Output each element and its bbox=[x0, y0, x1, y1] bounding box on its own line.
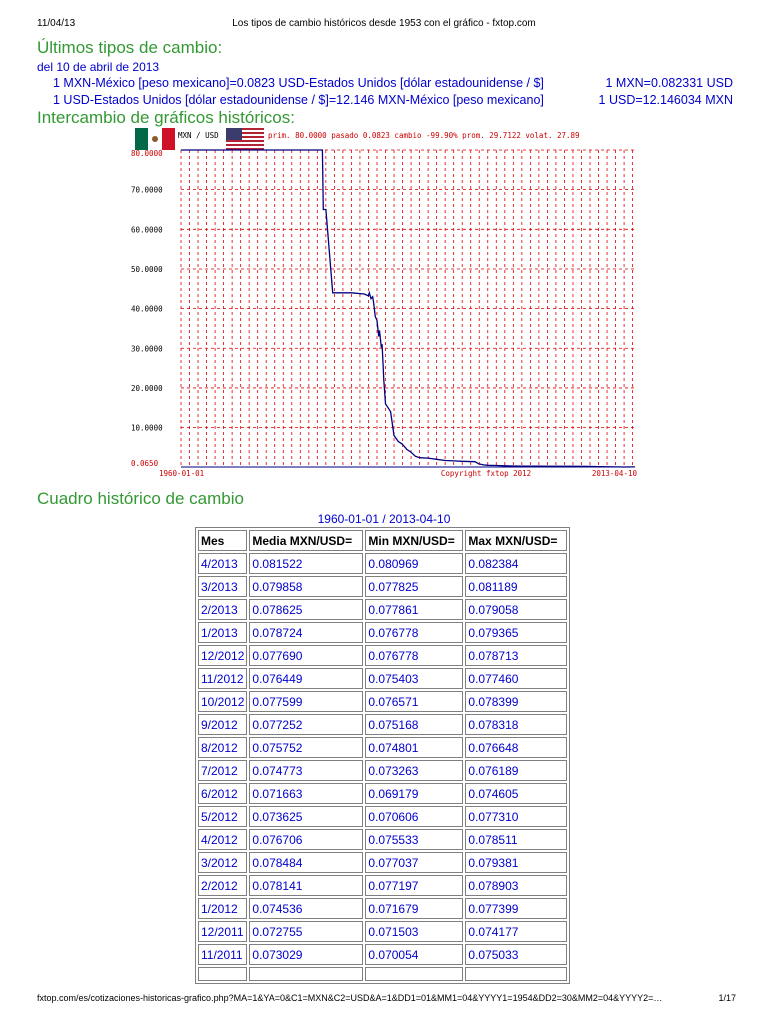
chart-copyright: Copyright fxtop 2012 bbox=[440, 469, 532, 478]
col-header-avg: Media MXN/USD= bbox=[249, 530, 363, 551]
y-tick-label: 20.0000 bbox=[131, 383, 163, 393]
cell-max: 0.077310 bbox=[465, 806, 567, 827]
table-row bbox=[198, 760, 567, 781]
cell-month: 12/2012 bbox=[198, 645, 247, 666]
cell-min: 0.075403 bbox=[365, 668, 463, 689]
cell-max: 0.078903 bbox=[465, 875, 567, 896]
cell-min: 0.074801 bbox=[365, 737, 463, 758]
cell-month: 1/2013 bbox=[198, 622, 247, 643]
print-date: 11/04/13 bbox=[37, 18, 76, 29]
rate-mxn-usd-long: 1 MXN-México [peso mexicano]=0.0823 USD-Estados Unidos [dólar estadounidense / $] bbox=[53, 76, 544, 90]
table-date-range: 1960-01-01 / 2013-04-10 bbox=[317, 512, 451, 526]
empty-cell bbox=[465, 967, 567, 981]
cell-min: 0.076778 bbox=[365, 645, 463, 666]
col-header-min: Min MXN/USD= bbox=[365, 530, 463, 551]
cell-max: 0.079058 bbox=[465, 599, 567, 620]
cell-avg: 0.075752 bbox=[249, 737, 363, 758]
cell-min: 0.069179 bbox=[365, 783, 463, 804]
cell-avg: 0.073029 bbox=[249, 944, 363, 965]
cell-max: 0.078511 bbox=[465, 829, 567, 850]
latest-rates-date: del 10 de abril de 2013 bbox=[37, 60, 160, 74]
cell-month: 10/2012 bbox=[198, 691, 247, 712]
y-tick-label: 50.0000 bbox=[131, 264, 163, 274]
cell-min: 0.077825 bbox=[365, 576, 463, 597]
y-tick-label: 70.0000 bbox=[131, 185, 163, 195]
cell-min: 0.071503 bbox=[365, 921, 463, 942]
cell-month: 11/2011 bbox=[198, 944, 247, 965]
cell-avg: 0.074536 bbox=[249, 898, 363, 919]
historical-rates-table bbox=[195, 527, 570, 984]
cell-max: 0.082384 bbox=[465, 553, 567, 574]
cell-month: 2/2012 bbox=[198, 875, 247, 896]
cell-min: 0.076571 bbox=[365, 691, 463, 712]
cell-month: 8/2012 bbox=[198, 737, 247, 758]
x-end-label: 2013-04-10 bbox=[591, 469, 637, 478]
cell-avg: 0.076449 bbox=[249, 668, 363, 689]
cell-max: 0.078713 bbox=[465, 645, 567, 666]
cell-avg: 0.076706 bbox=[249, 829, 363, 850]
chart-heading: Intercambio de gráficos históricos: bbox=[37, 108, 295, 127]
cell-max: 0.074177 bbox=[465, 921, 567, 942]
cell-month: 2/2013 bbox=[198, 599, 247, 620]
cell-min: 0.070054 bbox=[365, 944, 463, 965]
cell-avg: 0.071663 bbox=[249, 783, 363, 804]
rate-mxn-usd-short: 1 MXN=0.082331 USD bbox=[605, 76, 733, 90]
table-row bbox=[198, 829, 567, 850]
chart-grid bbox=[181, 150, 635, 467]
col-header-max: Max MXN/USD= bbox=[465, 530, 567, 551]
y-tick-label: 60.0000 bbox=[131, 225, 163, 235]
cell-max: 0.081189 bbox=[465, 576, 567, 597]
footer-url: fxtop.com/es/cotizaciones-historicas-grafico.php?MA=1&YA=0&C1=MXN&C2=USD&A=1&DD1=01&MM1=04&YYYY1=1954&DD2=30&MM2=04&YYYY2=… bbox=[37, 993, 663, 1003]
table-row bbox=[198, 783, 567, 804]
cell-avg: 0.077690 bbox=[249, 645, 363, 666]
table-row bbox=[198, 714, 567, 735]
cell-min: 0.076778 bbox=[365, 622, 463, 643]
cell-min: 0.077861 bbox=[365, 599, 463, 620]
y-tick-label: 40.0000 bbox=[131, 304, 163, 314]
rate-usd-mxn-long: 1 USD-Estados Unidos [dólar estadounidense / $]=12.146 MXN-México [peso mexicano] bbox=[53, 93, 544, 107]
cell-avg: 0.074773 bbox=[249, 760, 363, 781]
cell-month: 9/2012 bbox=[198, 714, 247, 735]
x-start-label: 1960-01-01 bbox=[159, 469, 205, 478]
table-row bbox=[198, 944, 567, 965]
y-axis-ticks bbox=[131, 149, 163, 468]
cell-avg: 0.078625 bbox=[249, 599, 363, 620]
empty-cell bbox=[249, 967, 363, 981]
rate-row-usd-mxn bbox=[53, 93, 733, 107]
table-row bbox=[198, 737, 567, 758]
cell-avg: 0.078484 bbox=[249, 852, 363, 873]
cell-max: 0.078318 bbox=[465, 714, 567, 735]
cell-max: 0.074605 bbox=[465, 783, 567, 804]
table-row bbox=[198, 806, 567, 827]
cell-max: 0.077460 bbox=[465, 668, 567, 689]
y-tick-label: 80.0000 bbox=[131, 149, 163, 158]
rate-usd-mxn-short: 1 USD=12.146034 MXN bbox=[598, 93, 733, 107]
cell-month: 3/2013 bbox=[198, 576, 247, 597]
footer-page-number: 1/17 bbox=[718, 993, 736, 1003]
latest-rates-heading: Últimos tipos de cambio: bbox=[37, 38, 223, 57]
cell-max: 0.076189 bbox=[465, 760, 567, 781]
pair-label: MXN / USD bbox=[178, 131, 219, 140]
cell-min: 0.077037 bbox=[365, 852, 463, 873]
cell-month: 3/2012 bbox=[198, 852, 247, 873]
y-tick-label: 10.0000 bbox=[131, 423, 163, 433]
chart-stats: prim. 80.0000 pasado 0.0823 cambio -99.90% prom. 29.7122 volat. 27.89 bbox=[268, 131, 580, 140]
cell-month: 12/2011 bbox=[198, 921, 247, 942]
cell-month: 11/2012 bbox=[198, 668, 247, 689]
print-page-title: Los tipos de cambio históricos desde 1953 con el gráfico - fxtop.com bbox=[232, 18, 536, 29]
table-row bbox=[198, 668, 567, 689]
cell-avg: 0.072755 bbox=[249, 921, 363, 942]
cell-avg: 0.081522 bbox=[249, 553, 363, 574]
cell-month: 4/2013 bbox=[198, 553, 247, 574]
cell-min: 0.077197 bbox=[365, 875, 463, 896]
cell-max: 0.076648 bbox=[465, 737, 567, 758]
table-row bbox=[198, 852, 567, 873]
table-heading: Cuadro histórico de cambio bbox=[37, 489, 244, 508]
cell-min: 0.070606 bbox=[365, 806, 463, 827]
cell-min: 0.080969 bbox=[365, 553, 463, 574]
cell-avg: 0.078141 bbox=[249, 875, 363, 896]
table-row bbox=[198, 691, 567, 712]
cell-month: 1/2012 bbox=[198, 898, 247, 919]
col-header-month: Mes bbox=[198, 530, 247, 551]
cell-avg: 0.073625 bbox=[249, 806, 363, 827]
cell-month: 7/2012 bbox=[198, 760, 247, 781]
cell-min: 0.073263 bbox=[365, 760, 463, 781]
table-row bbox=[198, 875, 567, 896]
rate-row-mxn-usd bbox=[53, 76, 733, 90]
cell-max: 0.079365 bbox=[465, 622, 567, 643]
cell-max: 0.075033 bbox=[465, 944, 567, 965]
mexico-flag-icon bbox=[135, 128, 175, 150]
cell-min: 0.075533 bbox=[365, 829, 463, 850]
table-row bbox=[198, 576, 567, 597]
cell-avg: 0.077252 bbox=[249, 714, 363, 735]
table-row bbox=[198, 599, 567, 620]
cell-min: 0.071679 bbox=[365, 898, 463, 919]
table-row bbox=[198, 921, 567, 942]
table-row bbox=[198, 898, 567, 919]
cell-avg: 0.077599 bbox=[249, 691, 363, 712]
y-tick-label: 30.0000 bbox=[131, 344, 163, 354]
empty-cell bbox=[198, 967, 247, 981]
cell-avg: 0.078724 bbox=[249, 622, 363, 643]
cell-max: 0.078399 bbox=[465, 691, 567, 712]
cell-min: 0.075168 bbox=[365, 714, 463, 735]
exchange-rate-chart bbox=[128, 126, 640, 484]
table-row bbox=[198, 622, 567, 643]
cell-max: 0.079381 bbox=[465, 852, 567, 873]
cell-month: 4/2012 bbox=[198, 829, 247, 850]
y-tick-label: 0.0650 bbox=[131, 459, 159, 468]
table-row bbox=[198, 645, 567, 666]
cell-month: 6/2012 bbox=[198, 783, 247, 804]
table-row-empty bbox=[198, 967, 567, 981]
table-header-row bbox=[198, 530, 567, 551]
usa-flag-icon bbox=[226, 128, 264, 150]
empty-cell bbox=[365, 967, 463, 981]
table-row bbox=[198, 553, 567, 574]
cell-avg: 0.079858 bbox=[249, 576, 363, 597]
cell-month: 5/2012 bbox=[198, 806, 247, 827]
cell-max: 0.077399 bbox=[465, 898, 567, 919]
